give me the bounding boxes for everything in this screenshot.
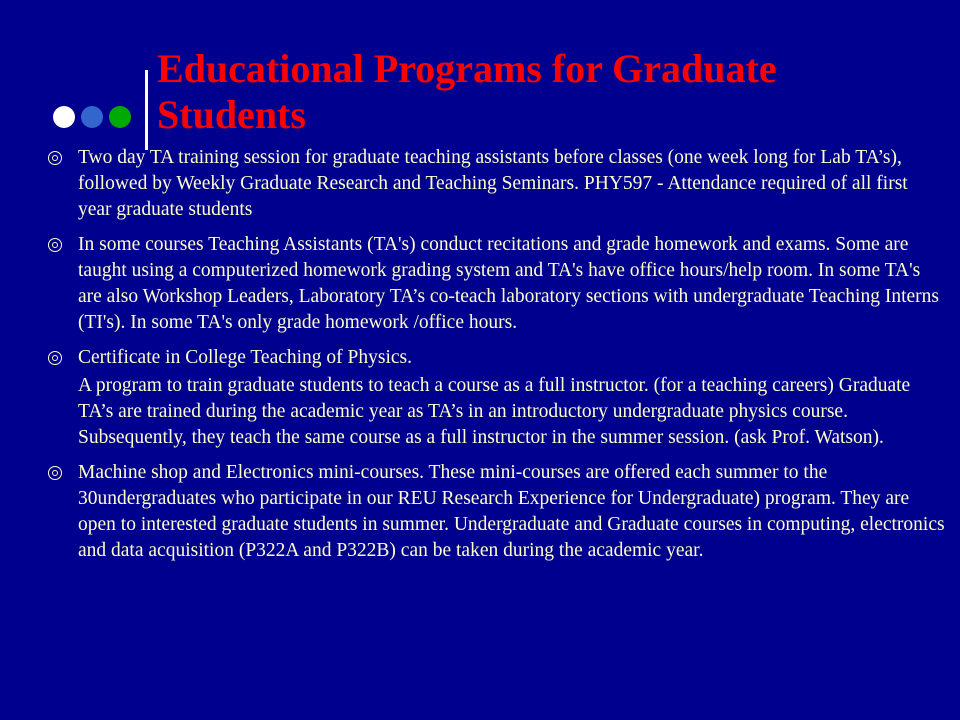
title-divider-line — [145, 70, 148, 150]
bullet-subtext: A program to train graduate students to teach a course as a full instructor. (for a teaching careers) Graduate TA’s are trained during the academic year as TA’s in an introductory undergraduate physics course. Subsequently, they teach the same course as a full instructor in the summer session. (ask Prof. Watson). — [78, 375, 911, 448]
bullet-text: In some courses Teaching Assistants (TA's) conduct recitations and grade homework and exams. Some are taught using a computerized homework grading system and TA's have office hours/help room. In some TA's are also Workshop Leaders, Laboratory TA’s co-teach laboratory sections with undergraduate Teaching Interns (TI's). In some TA's only grade homework /office hours. — [78, 234, 939, 333]
bullet-item-ta-training — [40, 145, 945, 223]
blue-dot-icon — [81, 106, 103, 128]
bullet-list — [40, 145, 945, 573]
bullet-item-mini-courses — [40, 460, 945, 564]
slide-title: Educational Programs for Graduate Students — [157, 46, 777, 137]
bullet-text: Two day TA training session for graduate teaching assistants before classes (one week long for Lab TA’s), followed by Weekly Graduate Research and Teaching Seminars. PHY597 - Attendance required of all first year graduate students — [78, 147, 908, 220]
circled-dot-icon — [48, 351, 62, 365]
bullet-text: Certificate in College Teaching of Physics. — [78, 347, 413, 368]
circled-dot-icon — [48, 466, 62, 480]
circled-dot-icon — [48, 151, 62, 165]
decorative-dots — [53, 106, 133, 130]
white-dot-icon — [53, 106, 75, 128]
bullet-item-ta-duties — [40, 232, 945, 336]
bullet-item-certificate — [40, 345, 945, 451]
green-dot-icon — [109, 106, 131, 128]
bullet-text: Machine shop and Electronics mini-courses. These mini-courses are offered each summer to the 30undergraduates who participate in our REU Research Experience for Undergraduate) program. They are open to interested graduate students in summer. Undergraduate and Graduate courses in computing, electronics and data acquisition (P322A and P322B) can be taken during the academic year. — [78, 462, 945, 561]
circled-dot-icon — [48, 238, 62, 252]
